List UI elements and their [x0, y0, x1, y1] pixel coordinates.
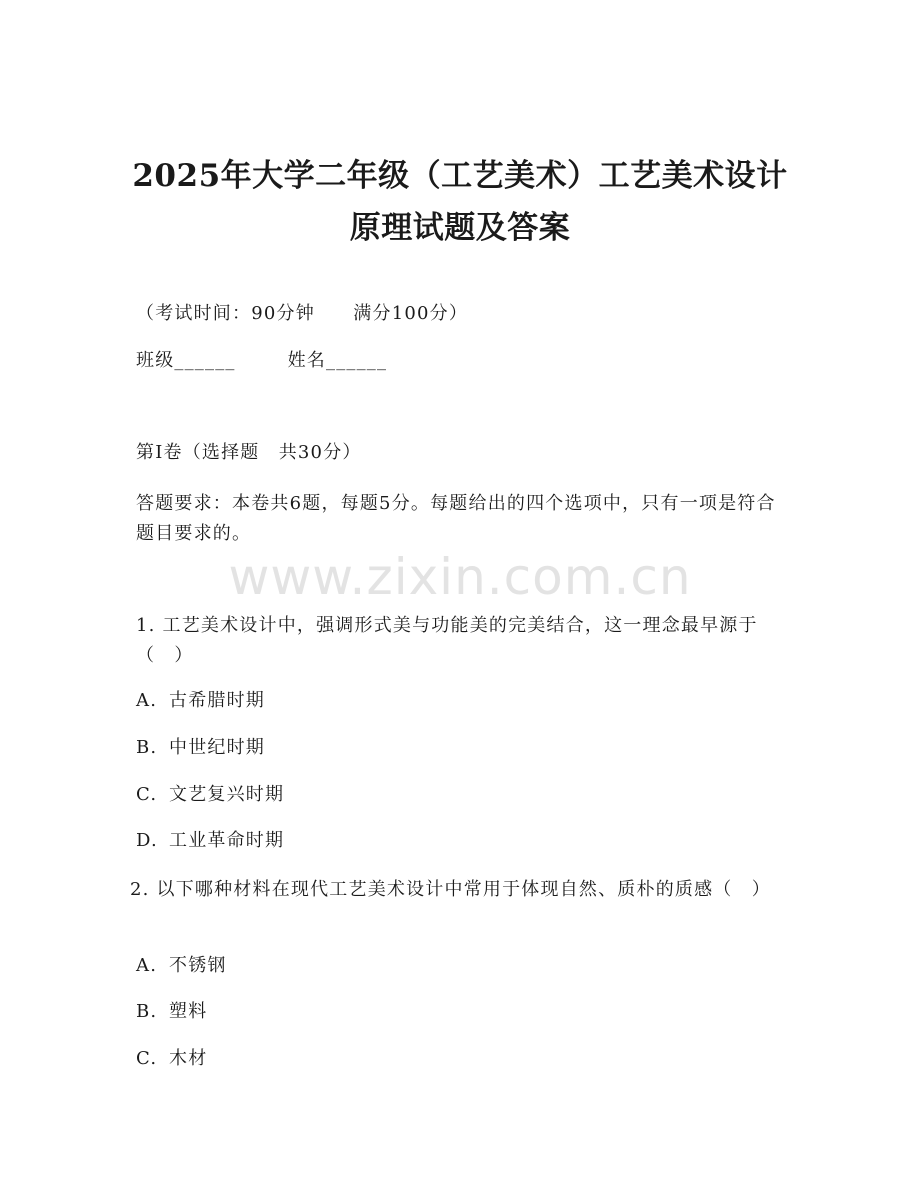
option-item	[136, 689, 265, 713]
option-item	[136, 1047, 207, 1071]
option-letter: B.	[136, 1001, 158, 1022]
option-item	[136, 1000, 207, 1024]
question-stem: 2. 以下哪种材料在现代工艺美术设计中常用于体现自然、质朴的质感（ ）	[130, 879, 771, 900]
section-title: 第I卷（选择题 共30分）	[136, 442, 362, 463]
option-text: 塑料	[169, 1001, 208, 1022]
option-text: 木材	[169, 1048, 208, 1069]
exam-info: （考试时间：90分钟 满分100分）	[136, 303, 469, 324]
option-item	[136, 783, 284, 807]
option-item	[136, 954, 227, 978]
option-letter: C.	[136, 784, 158, 805]
page-title: 2025年大学二年级（工艺美术）工艺美术设计原理试题及答案	[132, 158, 788, 246]
option-letter: D.	[136, 830, 158, 851]
class-field: 班级______	[136, 350, 236, 371]
option-letter: A.	[136, 690, 158, 711]
option-text: 中世纪时期	[169, 737, 265, 758]
question-stem: 1. 工艺美术设计中，强调形式美与功能美的完美结合，这一理念最早源于（ ）	[136, 615, 758, 666]
option-text: 古希腊时期	[169, 690, 265, 711]
option-item	[136, 736, 265, 760]
option-text: 工业革命时期	[169, 830, 285, 851]
option-text: 不锈钢	[169, 955, 227, 976]
instructions: 答题要求：本卷共6题，每题5分。每题给出的四个选项中，只有一项是符合题目要求的。	[136, 493, 776, 544]
name-field: 姓名______	[287, 350, 388, 371]
option-letter: C.	[136, 1048, 158, 1069]
option-text: 文艺复兴时期	[169, 784, 285, 805]
watermark: www.zixin.com.cn	[228, 548, 692, 606]
option-letter: A.	[136, 955, 158, 976]
option-letter: B.	[136, 737, 158, 758]
student-fields	[136, 349, 387, 373]
option-item	[136, 829, 284, 853]
